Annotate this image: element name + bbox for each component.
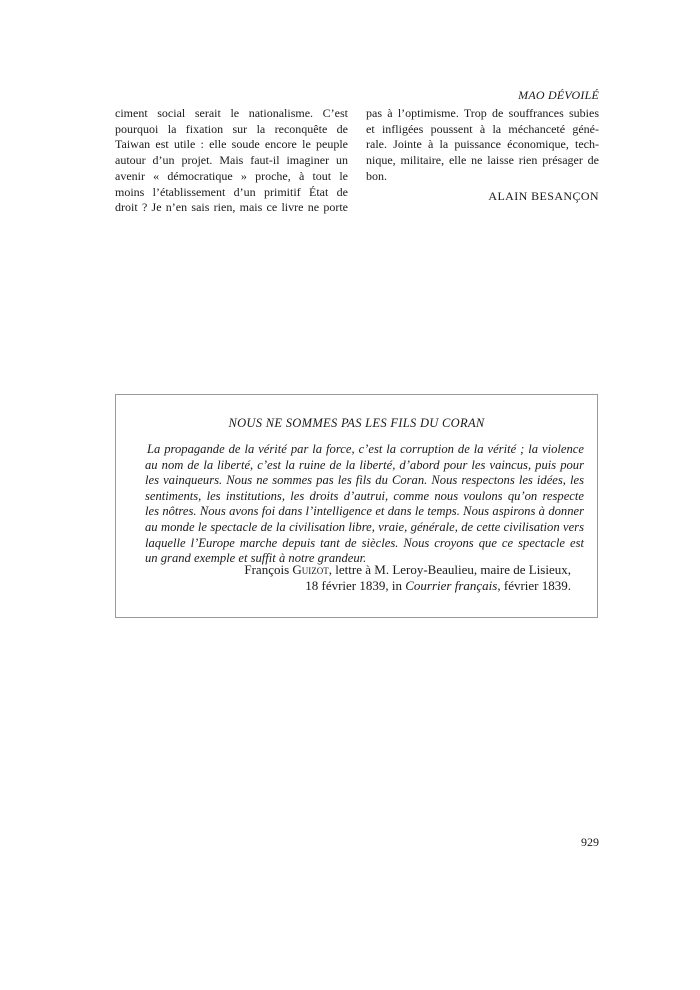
- quote-line: un grand exemple et suffit à notre grandeur.: [145, 551, 367, 566]
- text-line: moins l’établissement d’un primitif État de: [115, 184, 348, 199]
- text-line: pourquoi la fixation sur la reconquête de: [115, 121, 348, 136]
- quote-line: au nom de la liberté, c’est la ruine de la liberté, d’abord pour les vaincus, puis pour: [145, 457, 584, 472]
- quote-line: La propagande de la vérité par la force, c’est la corruption de la vérité ; la violence: [147, 442, 584, 456]
- attribution-surname: Guizot: [292, 562, 329, 577]
- attribution-line-2: [244, 578, 571, 594]
- attribution-line2-prefix: 18 février 1839, in: [305, 578, 406, 593]
- quote-box-title: NOUS NE SOMMES PAS LES FILS DU CORAN: [228, 416, 485, 430]
- text-line: Taiwan est utile : elle soude encore le peuple: [115, 137, 348, 152]
- attribution-line1-rest: , lettre à M. Leroy-Beaulieu, maire de Lisieux,: [328, 562, 571, 577]
- quote-line: les vainqueurs. Nous ne sommes pas les fils du Coran. Nous respectons les idées, les: [145, 473, 584, 488]
- text-line: ciment social serait le nationalisme. C’est: [115, 106, 348, 120]
- attribution-line-1: [244, 562, 571, 578]
- quote-line: sentiments, les institutions, les droits d’autrui, comme nous voulons qu’on respecte: [145, 488, 584, 503]
- article-author: ALAIN BESANÇON: [488, 189, 599, 203]
- text-line: pas à l’optimisme. Trop de souffrances subies: [366, 106, 599, 120]
- article-left-column: [115, 106, 348, 216]
- attribution-publication: Courrier français: [405, 578, 498, 593]
- text-line: et infligées poussent à la méchanceté géné-: [366, 121, 599, 136]
- quote-attribution: [244, 562, 571, 594]
- quote-line: laquelle l’Europe marche depuis tant de siècles. Nous croyons que ce spectacle est: [145, 535, 584, 550]
- text-line: rale. Jointe à la puissance économique, tech-: [366, 137, 599, 152]
- quote-line: les nôtres. Nous avons foi dans l’intelligence et dans le temps. Nous aspirons à donner: [145, 504, 584, 519]
- quote-box: [115, 394, 598, 618]
- text-line: bon.: [366, 168, 387, 183]
- quote-text: [145, 442, 584, 567]
- text-line: nique, militaire, elle ne laisse rien présager de: [366, 153, 599, 168]
- attribution-first-name: François: [244, 562, 290, 577]
- quote-line: au monde le spectacle de la civilisation libre, vraie, générale, de cette civilisation vers: [145, 519, 584, 534]
- text-line: avenir « démocratique » proche, à tout le: [115, 168, 348, 183]
- running-head: MAO DÉVOILÉ: [518, 88, 599, 102]
- text-line: droit ? Je n’en sais rien, mais ce livre ne porte: [115, 200, 348, 215]
- text-line: autour d’un projet. Mais faut-il imaginer un: [115, 153, 348, 168]
- attribution-line2-suffix: , février 1839.: [497, 578, 571, 593]
- article-right-column: [366, 106, 599, 185]
- page-number: 929: [581, 835, 599, 849]
